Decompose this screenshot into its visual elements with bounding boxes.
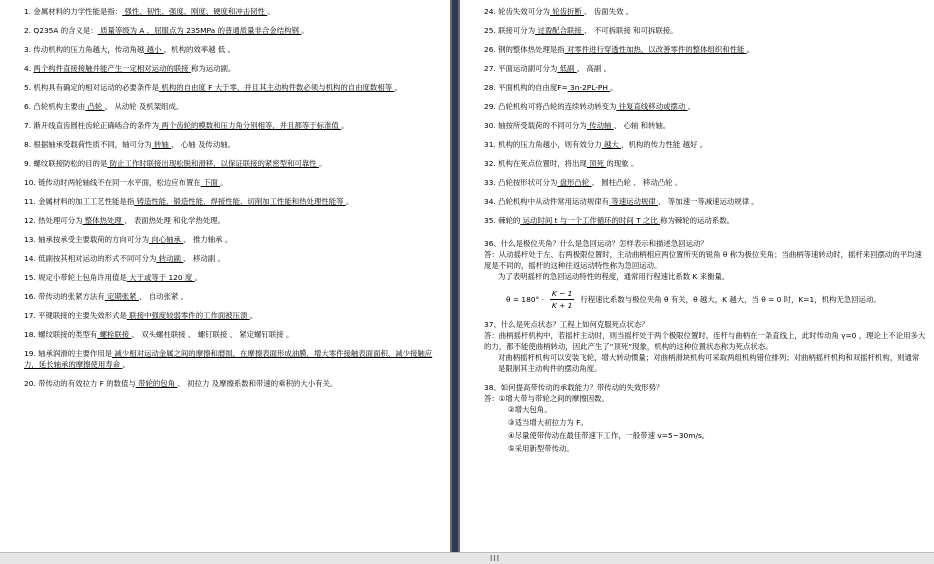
- question-text: 金属材料的加工工艺性能是指: [38, 197, 135, 206]
- question-37: [484, 319, 926, 374]
- question-item: [484, 6, 926, 17]
- answer-blank: 质量等级为 A ，屈服点为 235MPa 的普通质量非合金结构钢: [97, 26, 302, 35]
- question-item: [24, 25, 442, 36]
- question-number: 25.: [484, 26, 496, 35]
- speed-ratio-formula: [506, 288, 926, 311]
- question-text: 机构的压力角越小，则有效分力: [498, 140, 602, 149]
- question-text: 平键联接的主要失效形式是: [38, 311, 127, 320]
- question-38: [484, 382, 926, 454]
- question-number: 34.: [484, 197, 496, 206]
- document-page-left: [0, 0, 450, 552]
- answer-blank: 强性、韧性、强度、刚度、硬度和冲击韧性: [122, 7, 268, 16]
- question-tail: 。: [746, 45, 755, 54]
- question-text: 轴承按承受主要载荷的方向可分为: [38, 235, 149, 244]
- question-36-answer-2: 为了表明摇杆的急回运动特性的程度，通常用行程速比系数 K 来衡量。: [498, 272, 730, 281]
- question-tail: ，机构的传力性能 越好 。: [621, 140, 708, 149]
- question-number: 35.: [484, 216, 496, 225]
- question-number: 32.: [484, 159, 496, 168]
- question-tail: 、 自动张紧 。: [138, 292, 188, 301]
- question-item: [24, 272, 442, 283]
- question-number: 10.: [24, 178, 36, 187]
- question-text: Q235A 的含义是：: [33, 26, 98, 35]
- question-text: 渐开线直齿圆柱齿轮正确啮合的条件为: [33, 121, 160, 130]
- question-item: [24, 6, 442, 17]
- scrollbar-grip-icon[interactable]: III: [490, 554, 501, 563]
- question-text: 链传动时两轮轴线不在同一水平面，松边应布置在: [38, 178, 201, 187]
- question-number: 11.: [24, 197, 36, 206]
- question-37-title: 37、什么是死点状态？工程上如何克服死点状态？: [484, 320, 649, 329]
- answer-blank: 顶死: [586, 159, 607, 168]
- document-page-right: [460, 0, 934, 552]
- question-text: 传动机构的压力角越大，传动角越: [33, 45, 145, 54]
- question-tail: 、 圆柱凸轮 、 移动凸轮 。: [591, 178, 683, 187]
- question-text: 轴承润滑的主要作用是: [38, 349, 113, 358]
- question-item: [24, 177, 442, 188]
- answer-blank: 大于或等于 120 度: [126, 273, 195, 282]
- answer-blank: 带轮的包角: [135, 379, 178, 388]
- formula-numerator: K − 1: [551, 289, 573, 298]
- answer-blank: 等速运动规律: [609, 197, 659, 206]
- answer-blank: 盘形凸轮: [557, 178, 592, 187]
- question-text: 联接可分为: [498, 26, 536, 35]
- horizontal-scrollbar[interactable]: [0, 552, 934, 564]
- question-number: 16.: [24, 292, 36, 301]
- question-number: 13.: [24, 235, 36, 244]
- question-item: [484, 215, 926, 226]
- question-item: [24, 234, 442, 245]
- question-item: [484, 196, 926, 207]
- question-text: 根据轴承受载荷性质不同，轴可分为: [33, 140, 152, 149]
- question-text: 金属材料的力学性能是指：: [33, 7, 123, 16]
- question-tail: 。: [341, 121, 349, 130]
- question-text: 凸轮机构可将凸轮的连续转动转变为: [498, 102, 617, 111]
- question-item: [24, 63, 442, 74]
- question-tail: 。: [267, 7, 275, 16]
- answer-blank: 过盈配合联接: [535, 26, 585, 35]
- question-number: 1.: [24, 7, 32, 16]
- question-38-item: ④尽量使带传动在最佳带速下工作，一般带速 v=5~30m/s。: [508, 431, 710, 440]
- left-question-list: [24, 6, 442, 397]
- question-item: [24, 310, 442, 321]
- right-question-list: [484, 6, 926, 234]
- question-tail: 。: [610, 83, 618, 92]
- question-tail: 称为棘轮的运动系数。: [660, 216, 734, 225]
- question-number: 27.: [484, 64, 496, 73]
- question-item: [24, 253, 442, 264]
- question-number: 26.: [484, 45, 496, 54]
- answer-blank: 越大: [601, 140, 622, 149]
- question-number: 29.: [484, 102, 496, 111]
- question-text: 带传动的有效拉力 F 的数值与: [38, 379, 136, 388]
- question-tail: 、 移动副 。: [183, 254, 225, 263]
- answer-blank: 运动时间 t 与一个工作循环的时间 T 之比: [520, 216, 661, 225]
- question-tail: 。: [687, 102, 696, 111]
- question-tail: 、 初拉力 及摩擦系数和带速的乘积的大小有关。: [177, 379, 338, 388]
- question-tail: 、 表面热处理 和化学热处理。: [124, 216, 225, 225]
- question-item: [484, 82, 926, 93]
- answer-blank: 螺栓联接: [97, 330, 132, 339]
- question-text: 轴按所受载荷的不同可分为: [498, 121, 587, 130]
- question-text: 螺纹联接防松的目的是: [33, 159, 108, 168]
- question-number: 5.: [24, 83, 32, 92]
- question-tail: ，机构的效率越 低 。: [163, 45, 235, 54]
- question-number: 19.: [24, 349, 36, 358]
- question-tail: 、 不可拆联接 和可拆联接。: [584, 26, 678, 35]
- question-text: 低副按其相对运动的形式不同可分为: [38, 254, 157, 263]
- question-36-answer-1: 答：从动摇杆处于左、右两极限位置时，主动曲柄相应两位置所夹的锐角 θ 称为极位夹角；当曲柄等速转动时，摇杆来回摆动的平均速度是不同的，摇杆的这种往返运动特性称为急回运动。: [484, 250, 922, 270]
- question-38-item: ③适当增大初拉力为 F。: [508, 418, 588, 427]
- question-item: [484, 139, 926, 150]
- question-item: [24, 158, 442, 169]
- question-38-item: ②增大包角。: [508, 405, 552, 414]
- question-item: [24, 44, 442, 55]
- question-text: 凸轮机构主要由: [33, 102, 86, 111]
- question-number: 3.: [24, 45, 32, 54]
- question-text: 规定小带轮上包角许用值是: [38, 273, 127, 282]
- formula-denominator: K + 1: [551, 301, 573, 310]
- answer-blank: 轮齿折断: [549, 7, 585, 16]
- question-number: 18.: [24, 330, 36, 339]
- question-number: 7.: [24, 121, 32, 130]
- question-item: [24, 120, 442, 131]
- question-tail: 。: [220, 178, 228, 187]
- question-tail: 。: [318, 159, 327, 168]
- question-number: 20.: [24, 379, 36, 388]
- question-text: 凸轮机构中从动件常用运动规律有: [498, 197, 609, 206]
- question-item: [24, 101, 442, 112]
- question-number: 30.: [484, 121, 496, 130]
- question-number: 2.: [24, 26, 32, 35]
- question-number: 9.: [24, 159, 32, 168]
- question-tail: 、 双头螺柱联接 、 螺钉联接 、 紧定螺钉联接 。: [131, 330, 294, 339]
- question-number: 15.: [24, 273, 36, 282]
- question-number: 31.: [484, 140, 496, 149]
- question-tail: 、 高副 。: [576, 64, 612, 73]
- question-tail: 。: [249, 311, 258, 320]
- question-text: 钢的整体热处理是指: [498, 45, 565, 54]
- question-item: [24, 378, 442, 389]
- question-37-answer-2: 对曲柄摇杆机构可以安装飞轮，增大转动惯量；对曲柄滑块机构可采取两组机构错位排列；对曲柄摇杆机构和双摇杆机构，则通常是限制其主动构件的摆动角度。: [498, 353, 920, 373]
- question-38-item: 答：①增大带与带轮之间的摩擦因数。: [484, 394, 609, 403]
- question-number: 8.: [24, 140, 32, 149]
- question-text: 热处理可分为: [38, 216, 83, 225]
- question-number: 33.: [484, 178, 496, 187]
- answer-blank: 传动轴: [586, 121, 614, 130]
- question-item: [484, 158, 926, 169]
- question-tail: 、 心轴 和转轴。: [613, 121, 671, 130]
- question-tail: 、 推力轴承 。: [183, 235, 233, 244]
- question-text: 平面运动副可分为: [498, 64, 558, 73]
- answer-blank: 防止工作时联接出现松脱和滑移，以保证联接的紧密型和可靠性: [107, 159, 319, 168]
- answer-blank: 向心轴承: [149, 235, 184, 244]
- answer-blank: 凸轮: [85, 102, 105, 111]
- question-tail: 。: [345, 197, 354, 206]
- answer-blank: 定期张紧: [104, 292, 139, 301]
- question-text: 机构具有确定的相对运动的必要条件是: [33, 83, 160, 92]
- question-tail: 、 从动轮 及机架组成。: [104, 102, 184, 111]
- answer-blank: 下面: [200, 178, 221, 187]
- question-text: 棘轮的: [498, 216, 521, 225]
- question-item: [484, 63, 926, 74]
- formula-fraction: [550, 288, 574, 311]
- question-text: 凸轮按形状可分为: [498, 178, 558, 187]
- question-tail: 。: [301, 26, 309, 35]
- question-item: [484, 25, 926, 36]
- answer-blank: 整体热处理: [82, 216, 125, 225]
- answer-blank: 铸造性能、锻造性能、焊接性能、切削加工性能和热处理性能等: [134, 197, 346, 206]
- question-item: [24, 196, 442, 207]
- answer-blank: 两个齿轮的模数和压力角分别相等，并且都等于标准值: [159, 121, 342, 130]
- formula-lhs: θ = 180° ·: [506, 295, 544, 304]
- question-item: [24, 348, 442, 370]
- question-tail: 。: [194, 273, 203, 282]
- question-38-title: 38、如何提高带传动的承载能力？带传动的失效形势？: [484, 383, 664, 392]
- question-item: [484, 101, 926, 112]
- answer-blank: 越小: [144, 45, 164, 54]
- question-number: 24.: [484, 7, 496, 16]
- answer-blank: 3n-2PL-PH: [567, 83, 611, 92]
- question-36: [484, 238, 926, 311]
- answer-blank: 转动副: [156, 254, 184, 263]
- question-item: [24, 329, 442, 340]
- question-item: [484, 44, 926, 55]
- question-number: 28.: [484, 83, 496, 92]
- question-text: 螺纹联接的类型有: [38, 330, 98, 339]
- question-text: 平面机构的自由度F=: [498, 83, 568, 92]
- page-gutter: [450, 0, 460, 552]
- question-tail: 的现象 。: [606, 159, 639, 168]
- answer-blank: 联接中强度较弱零件的工作面被压溃: [126, 311, 250, 320]
- answer-blank: 两个构件直接接触并能产生一定相对运动的联接: [33, 64, 191, 73]
- question-36-title: 36、什么是极位夹角？什么是急回运动？怎样表示和描述急回运动？: [484, 239, 708, 248]
- formula-explanation: 行程速比系数与极位夹角 θ 有关，θ 越大，K 越大，当 θ = 0 时，K=1，机构无急回运动。: [580, 295, 881, 304]
- question-tail: 、 心轴 及传动轴。: [171, 140, 235, 149]
- question-item: [484, 177, 926, 188]
- question-tail: 、 齿面失效 。: [584, 7, 634, 16]
- question-item: [24, 291, 442, 302]
- question-tail: 。: [122, 360, 130, 369]
- answer-blank: 转轴: [151, 140, 172, 149]
- question-item: [24, 215, 442, 226]
- answer-blank: 低副: [557, 64, 577, 73]
- question-item: [484, 120, 926, 131]
- question-text: 机构在死点位置时，将出现: [498, 159, 587, 168]
- question-text: 带传动的张紧方法有: [38, 292, 105, 301]
- question-number: 17.: [24, 311, 36, 320]
- question-38-item: ⑤采用新型带传动。: [508, 444, 574, 453]
- question-number: 14.: [24, 254, 36, 263]
- question-number: 12.: [24, 216, 36, 225]
- answer-blank: 减少相对运动金属之间的摩擦和磨损，在摩擦表面形成油膜，增大零件接触表面面积，减少接触应力，延长轴承的摩擦使用寿命: [24, 349, 433, 369]
- answer-blank: 对零件进行穿透性加热，以改善零件的整体组织和性能: [564, 45, 747, 54]
- question-tail: 。: [394, 83, 402, 92]
- answer-blank: 机构的自由度 F 大于零，并且其主动构件数必须与机构的自由度数相等: [159, 83, 395, 92]
- question-tail: 称为运动副。: [190, 64, 236, 73]
- question-37-answer-1: 答：曲柄摇杆机构中，若摇杆主动时，则当摇杆处于两个极限位置时，连杆与曲柄在一条直线上，此时传动角 γ=0 ，理论上不论用多大的力，都不能使曲柄转动，因此产生了“顶死”现象，机构的这种位置状态称为死点状态。: [484, 331, 926, 351]
- question-text: 轮齿失效可分为: [498, 7, 550, 16]
- essay-section: [484, 238, 926, 462]
- answer-blank: 往复直线移动或摆动: [616, 102, 688, 111]
- question-item: [24, 139, 442, 150]
- question-item: [24, 82, 442, 93]
- question-number: 6.: [24, 102, 32, 111]
- question-tail: 、 等加速一等减速运动规律 。: [658, 197, 759, 206]
- question-number: 4.: [24, 64, 32, 73]
